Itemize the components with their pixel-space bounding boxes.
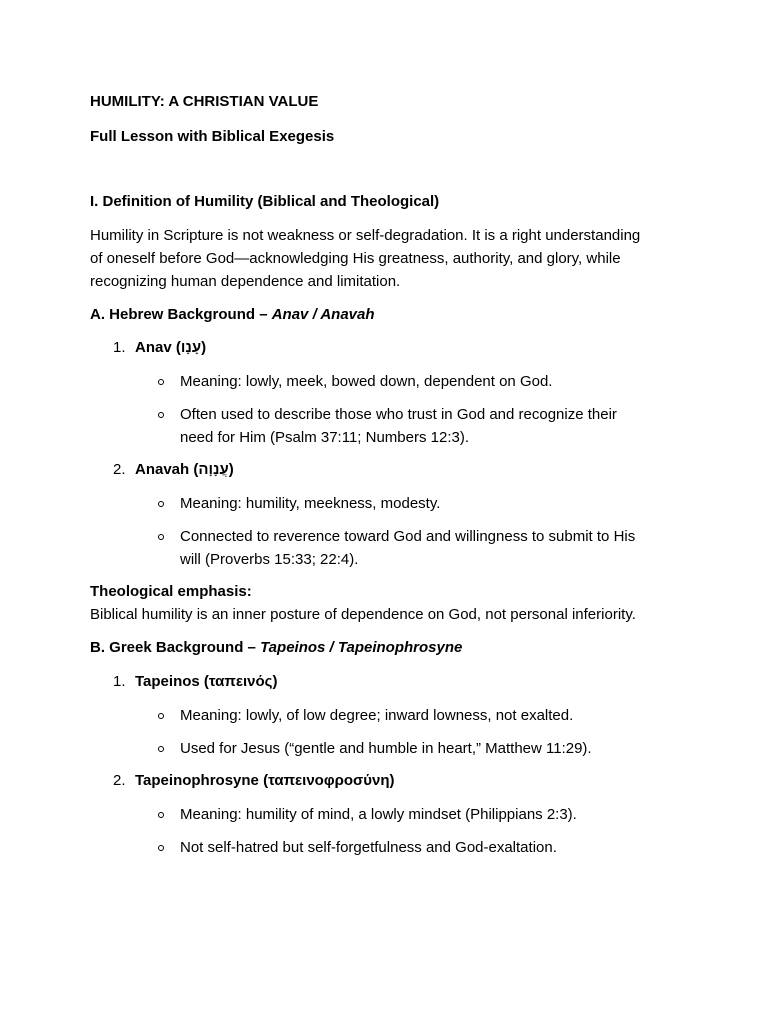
term-tapeinos: Tapeinos (ταπεινός) [135, 673, 278, 690]
theological-emphasis-label: Theological emphasis: [90, 583, 252, 600]
list-item: Meaning: lowly, of low degree; inward lowness, not exalted. [180, 707, 574, 724]
list-item: Meaning: lowly, meek, bowed down, dependent on God. [180, 373, 553, 390]
section-heading-definition: I. Definition of Humility (Biblical and Theological) [90, 193, 440, 210]
hollow-bullet-icon [158, 379, 164, 385]
definition-paragraph-line: Humility in Scripture is not weakness or self-degradation. It is a right understanding [90, 227, 641, 244]
list-number: 2. [113, 772, 126, 789]
greek-heading-prefix: B. Greek Background [90, 639, 244, 656]
term-anav: Anav (עָנָו) [135, 339, 207, 356]
hebrew-heading-dash: – [255, 306, 272, 323]
list-number: 1. [113, 339, 126, 356]
document-subtitle: Full Lesson with Biblical Exegesis [90, 128, 335, 145]
hollow-bullet-icon [158, 845, 164, 851]
hebrew-heading-terms: Anav / Anavah [271, 306, 375, 323]
list-number: 1. [113, 673, 126, 690]
list-item: Meaning: humility of mind, a lowly mindset (Philippians 2:3). [180, 806, 577, 823]
list-item: Meaning: humility, meekness, modesty. [180, 495, 441, 512]
hollow-bullet-icon [158, 713, 164, 719]
list-item: Connected to reverence toward God and willingness to submit to His [180, 528, 636, 545]
definition-paragraph-line: of oneself before God—acknowledging His greatness, authority, and glory, while [90, 250, 621, 267]
hebrew-heading-prefix: A. Hebrew Background [90, 306, 256, 323]
list-item-continuation: need for Him (Psalm 37:11; Numbers 12:3). [180, 429, 470, 446]
list-item: Used for Jesus (“gentle and humble in heart,” Matthew 11:29). [180, 740, 592, 757]
term-tapeinophrosyne: Tapeinophrosyne (ταπεινοφροσύνη) [135, 772, 395, 789]
list-item: Not self-hatred but self-forgetfulness and God-exaltation. [180, 839, 557, 856]
term-anavah: Anavah (עֲנָוָה) [135, 461, 234, 478]
hollow-bullet-icon [158, 812, 164, 818]
greek-heading-terms: Tapeinos / Tapeinophrosyne [260, 639, 463, 656]
subsection-heading-hebrew [90, 304, 375, 326]
document-title: HUMILITY: A CHRISTIAN VALUE [90, 93, 319, 110]
subsection-heading-greek [90, 637, 462, 659]
document-page [90, 0, 690, 1024]
hollow-bullet-icon [158, 534, 164, 540]
greek-heading-dash: – [243, 639, 261, 656]
list-item-continuation: will (Proverbs 15:33; 22:4). [180, 551, 359, 568]
hollow-bullet-icon [158, 501, 164, 507]
hollow-bullet-icon [158, 746, 164, 752]
hollow-bullet-icon [158, 412, 164, 418]
list-item: Often used to describe those who trust in God and recognize their [180, 406, 617, 423]
definition-paragraph-line: recognizing human dependence and limitation. [90, 273, 401, 290]
list-number: 2. [113, 461, 126, 478]
theological-emphasis-text: Biblical humility is an inner posture of dependence on God, not personal inferiority. [90, 606, 636, 623]
